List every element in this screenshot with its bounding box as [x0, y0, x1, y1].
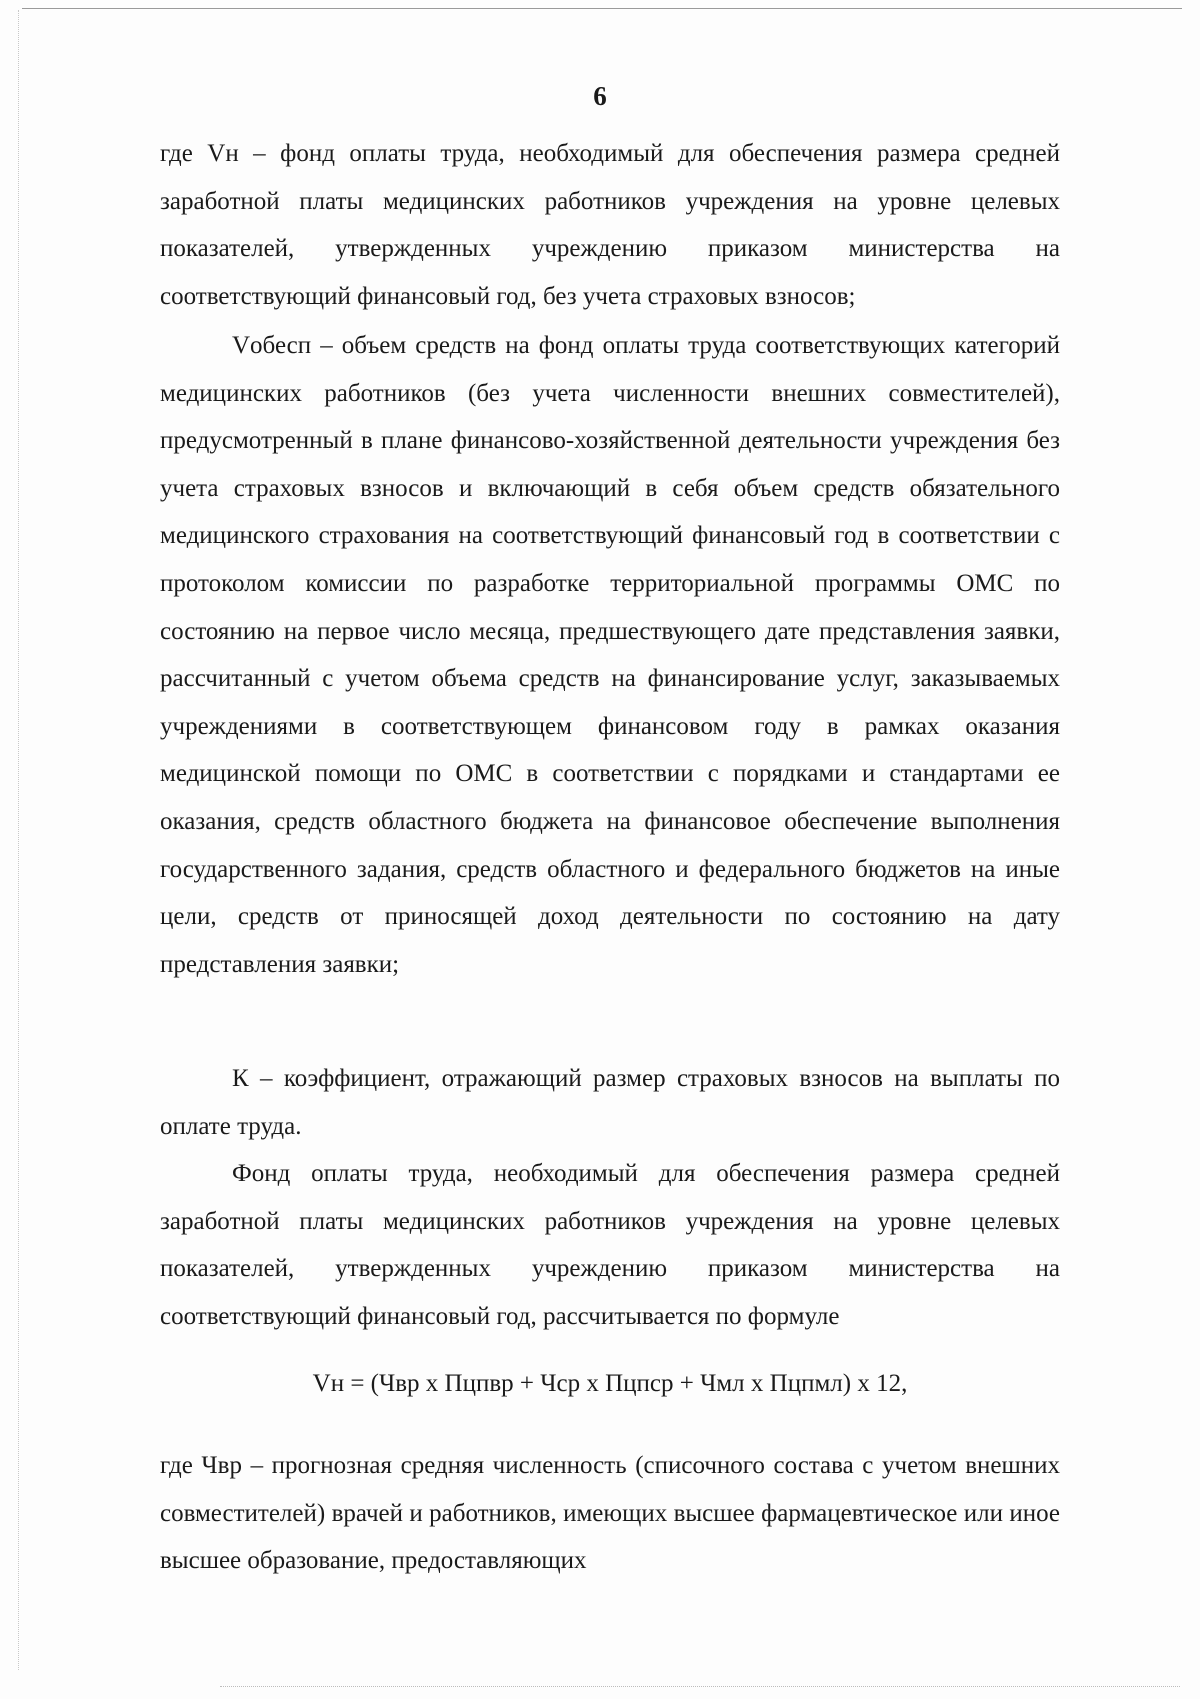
page-left-edge	[18, 10, 19, 1670]
page-number: 6	[593, 81, 607, 111]
paragraph-fund-formula-intro: Фонд оплаты труда, необходимый для обеспечения размера средней заработной платы медицинских работников учреждения на уровне целевых показателей, утвержденных учреждению приказом министерства на соответствующий финансовый год, рассчитывается по формуле	[160, 1160, 1060, 1330]
paragraph-vn-definition: где Vн – фонд оплаты труда, необходимый для обеспечения размера средней заработной платы медицинских работников учреждения на уровне целевых показателей, утвержденных учреждению приказом министерства на соответствующий финансовый год, без учета страховых взносов;	[160, 140, 1060, 310]
page-top-edge	[22, 8, 1182, 9]
page-bottom-edge	[220, 1686, 1180, 1687]
formula-vn: Vн = (Чвр х Пцпвр + Чср х Пцпср + Чмл х Пцпмл) х 12,	[312, 1370, 908, 1397]
paragraph-chvr-definition: где Чвр – прогнозная средняя численность (списочного состава с учетом внешних совместителей) врачей и работников, имеющих высшее фармацевтическое или иное высшее образование, предоставляющих	[160, 1452, 1060, 1575]
paragraph-k-definition: К – коэффициент, отражающий размер страховых взносов на выплаты по оплате труда.	[160, 1065, 1060, 1140]
paragraph-vobesp-definition: Vобесп – объем средств на фонд оплаты труда соответствующих категорий медицинских работников (без учета численности внешних совместителей), предусмотренный в плане финансово-хозяйственной деятельности учреждения без учета страховых взносов и включающий в себя объем средств обязательного медицинского страхования на соответствующий финансовый год в соответствии с протоколом комиссии по разработке территориальной программы ОМС по состоянию на первое число месяца, предшествующего дате представления заявки, рассчитанный с учетом объема средств на финансирование услуг, заказываемых учреждениями в соответствующем финансовом году в рамках оказания медицинской помощи по ОМС в соответствии с порядками и стандартами ее оказания, средств областного бюджета на финансовое обеспечение выполнения государственного задания, средств областного и федерального бюджетов на иные цели, средств от приносящей доход деятельности по состоянию на дату представления заявки;	[160, 332, 1060, 978]
